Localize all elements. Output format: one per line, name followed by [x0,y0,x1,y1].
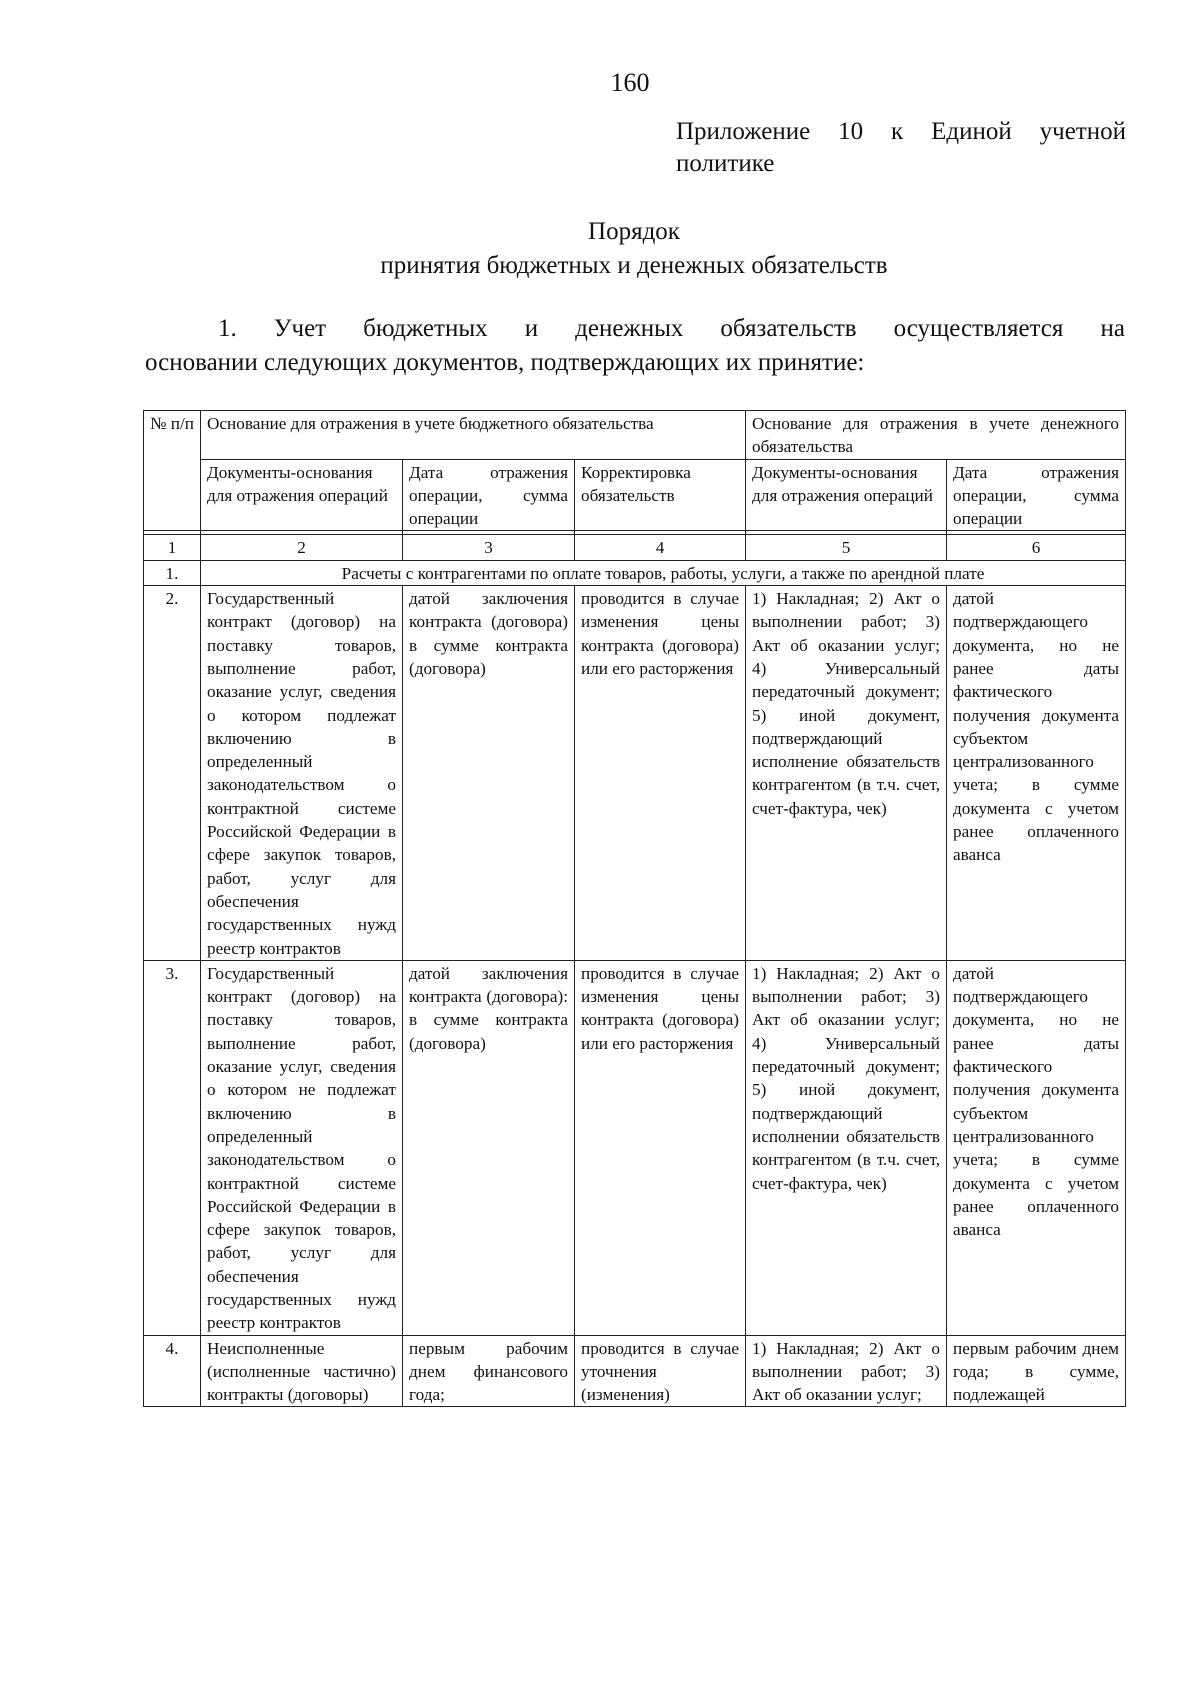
page-number: 160 [610,68,650,97]
header-num: № п/п [144,411,201,531]
intro-paragraph [145,312,1125,380]
row-cash-documents: 1) Накладная; 2) Акт о выполнении работ; 3) Акт об оказании услуг; 4) Универсальный передаточный документ; 5) иной документ, подтверждающий исполнении обязательств контрагентом (в т.ч. счет, счет-фактура, чек) [746,960,947,1335]
column-number: 2 [201,535,403,560]
table-row [144,586,1126,961]
column-number: 3 [403,535,575,560]
column-number: 5 [746,535,947,560]
title-line-2: принятия бюджетных и денежных обязательств [380,252,888,279]
row-date-amount: датой заключения контракта (договора): в сумме контракта (договора) [403,960,575,1335]
intro-word: денежных [575,315,684,342]
header-budget-obligation: Основание для отражения в учете бюджетного обязательства [201,411,746,460]
row-number: 3. [144,960,201,1335]
column-number: 1 [144,535,201,560]
intro-word: бюджетных [363,315,488,342]
intro-number: 1. [218,315,237,342]
intro-line-2: основании следующих документов, подтверждающих их принятие: [145,349,865,376]
header-col6: Дата отражения операции, сумма операции [947,459,1126,531]
intro-word: осуществляется [893,315,1064,342]
row-number: 4. [144,1335,201,1407]
section-row [144,560,1126,585]
row-adjustment: проводится в случае уточнения (изменения) [575,1335,746,1407]
title-line-1: Порядок [588,218,680,245]
header-cash-obligation: Основание для отражения в учете денежного обязательства [746,411,1126,460]
row-cash-date-amount: первым рабочим днем года; в сумме, подлежащей [947,1335,1126,1407]
row-cash-documents: 1) Накладная; 2) Акт о выполнении работ; 3) Акт об оказании услуг; [746,1335,947,1407]
row-date-amount: первым рабочим днем финансового года; [403,1335,575,1407]
row-documents: Неисполненные (исполненные частично) контракты (договоры) [201,1335,403,1407]
intro-line-1 [145,312,1125,346]
section-title: Расчеты с контрагентами по оплате товаров, работы, услуги, а также по арендной плате [201,560,1126,585]
table-row [144,960,1126,1335]
column-number-row [144,535,1126,560]
intro-word: обязательств [720,315,857,342]
header-col3: Дата отражения операции, сумма операции [403,459,575,531]
row-cash-documents: 1) Накладная; 2) Акт о выполнении работ; 3) Акт об оказании услуг; 4) Универсальный передаточный документ; 5) иной документ, подтверждающий исполнение обязательств контрагентом (в т.ч. счет, счет-фактура, чек) [746,586,947,961]
header-col5: Документы-основания для отражения операций [746,459,947,531]
row-documents: Государственный контракт (договор) на поставку товаров, выполнение работ, оказание услуг, сведения о котором подлежат включению в определенный законодательством о контрактной системе Российской Федерации в сфере закупок товаров, работ, услуг для обеспечения государственных нужд реестр контрактов [201,586,403,961]
document-title [0,215,1200,283]
row-cash-date-amount: датой подтверждающего документа, но не ранее даты фактического получения документа субъектом централизованного учета; в сумме документа с учетом ранее оплаченного аванса [947,960,1126,1335]
intro-word: на [1100,315,1125,342]
appendix-caption: Приложение 10 к Единой учетной [676,118,1126,145]
intro-word: Учет [273,315,327,342]
obligations-table [143,410,1126,1407]
column-number: 4 [575,535,746,560]
row-cash-date-amount: датой подтверждающего документа, но не ранее даты фактического получения документа субъектом централизованного учета; в сумме документа с учетом ранее оплаченного аванса [947,586,1126,961]
row-adjustment: проводится в случае изменения цены контракта (договора) или его расторжения [575,586,746,961]
appendix-caption-line2: политике [676,150,775,177]
row-number: 2. [144,586,201,961]
section-number: 1. [144,560,201,585]
row-date-amount: датой заключения контракта (договора) в сумме контракта (договора) [403,586,575,961]
table-subheader-row [144,459,1126,531]
table-row [144,1335,1126,1407]
header-col4: Корректировка обязательств [575,459,746,531]
row-adjustment: проводится в случае изменения цены контракта (договора) или его расторжения [575,960,746,1335]
row-documents: Государственный контракт (договор) на поставку товаров, выполнение работ, оказание услуг, сведения о котором не подлежат включению в определенный законодательством о контрактной системе Российской Федерации в сфере закупок товаров, работ, услуг для обеспечения государственных нужд реестр контрактов [201,960,403,1335]
header-col2: Документы-основания для отражения операций [201,459,403,531]
column-number: 6 [947,535,1126,560]
table-header-row [144,411,1126,460]
intro-word: и [524,315,539,342]
